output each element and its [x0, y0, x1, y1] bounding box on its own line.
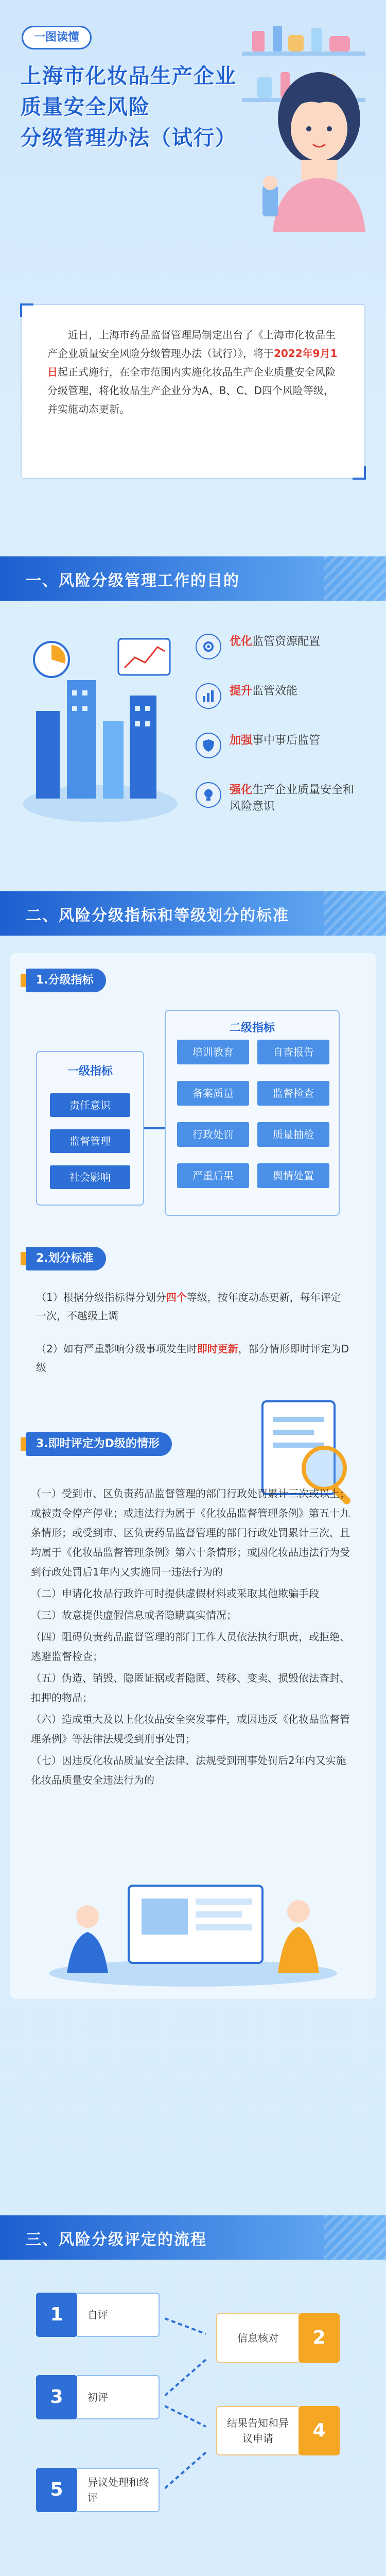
level-2-item: 舆情处置 [257, 1163, 329, 1188]
goal-text [230, 634, 363, 650]
hero-tag: 一图读懂 [22, 26, 92, 49]
section-2-banner [0, 891, 386, 936]
goal-item [196, 727, 365, 777]
connector-line [144, 1127, 165, 1129]
indicator-tag: 1.分级指标 [26, 969, 106, 992]
goal-text [230, 782, 363, 815]
corner-decoration [353, 466, 366, 480]
intro-paragraph [47, 326, 341, 418]
step-label: 初评 [77, 2375, 160, 2419]
title-line-1: 上海市化妆品生产企业 [21, 64, 237, 88]
goal-item [196, 777, 365, 826]
level-1-item: 责任意识 [50, 1093, 130, 1117]
flow-step [36, 2375, 185, 2419]
level-2-heading: 二级指标 [229, 1022, 275, 1035]
section-3-banner [0, 2215, 386, 2260]
level-d-item: （一）受到市、区负责药品监督管理的部门行政处罚累计三次或以上；或被责令停产停业；或违法行为属于《化妆品监督管理条例》第五十九条情形；或受到市、区负责药品监督管理的部门行政处罚累计三次，且均属于《化妆品监督管理条例》第六十条情形；或因化妆品违法行为受到行政处罚后1年内又实施同一违法行为的 [31, 1487, 350, 1578]
section-1-title: 一、风险分级管理工作的目的 [26, 572, 240, 590]
goal-item [196, 629, 365, 678]
goal-list [196, 629, 365, 826]
level-1-item: 社会影响 [50, 1165, 130, 1189]
level-1-indicators [36, 1051, 144, 1206]
level-d-item: （三）故意提供虚假信息或者隐瞒真实情况； [31, 1609, 237, 1621]
rule-2-b: ，部分情形即时评定为D级 [36, 1343, 349, 1374]
flow-step [36, 2293, 185, 2337]
goal-rest: 生产企业质量安全和风险意识 [230, 784, 355, 813]
intro-card [21, 304, 365, 479]
step-number: 4 [299, 2406, 340, 2455]
level-2-item: 严重后果 [177, 1163, 249, 1188]
goal-rest: 监管效能 [252, 685, 298, 698]
office-team-illustration [31, 1855, 355, 1989]
bulb-icon [196, 782, 221, 808]
process-flow [10, 2272, 376, 2561]
rule-2-text [36, 1340, 350, 1377]
intro-text-part2: 起正式施行，在全市范围内实施化妆品生产企业质量安全风险分级管理，将化妆品生产企业分为A、B、C、D四个风险等级，并实施动态更新。 [47, 366, 336, 415]
level-1-heading: 一级指标 [67, 1065, 113, 1078]
indicator-diagram [26, 1010, 350, 1221]
page-title [21, 61, 268, 154]
goal-emphasis: 加强 [230, 734, 253, 747]
rule-1-a: （1）根据分级指标得分划分 [36, 1291, 166, 1303]
gear-icon [196, 634, 221, 659]
rule-2-emphasis: 即时更新 [197, 1343, 238, 1355]
flow-arrows [165, 2303, 216, 2519]
level-d-item: （六）造成重大及以上化妆品安全突发事件，或因违反《化妆品监督管理条例》等法律法规受到刑事处罚； [31, 1713, 350, 1745]
goal-text [230, 683, 363, 700]
level-2-item: 自查报告 [257, 1040, 329, 1064]
hero-section [0, 0, 386, 289]
level-1-item: 监督管理 [50, 1129, 130, 1153]
step-label: 信息核对 [216, 2313, 299, 2363]
goal-item [196, 678, 365, 727]
section-1-banner [0, 556, 386, 601]
effective-date: 2022年9月1日 [47, 347, 338, 378]
flow-step [216, 2406, 340, 2455]
rule-1-text [36, 1288, 350, 1325]
goal-text [230, 733, 363, 749]
title-line-3: 分级管理办法（试行） [21, 126, 237, 150]
corner-decoration [20, 303, 33, 317]
girl-illustration [242, 57, 381, 237]
flow-step [216, 2313, 340, 2363]
title-line-2: 质量安全风险 [21, 95, 150, 119]
city-data-illustration [15, 623, 185, 829]
goal-emphasis: 优化 [230, 635, 253, 648]
goal-emphasis: 提升 [230, 685, 253, 698]
section-3-title: 三、风险分级评定的流程 [26, 2231, 207, 2249]
rule-1-emphasis: 四个 [166, 1291, 187, 1303]
step-number: 2 [299, 2313, 340, 2363]
step-label: 自评 [77, 2293, 160, 2337]
step-number: 5 [36, 2468, 77, 2512]
shield-icon [196, 733, 221, 758]
step-label: 结果告知和异议申请 [216, 2406, 299, 2455]
level-2-item: 质量抽检 [257, 1122, 329, 1147]
level-d-item: （四）阻碍负责药品监督管理的部门工作人员依法执行职责，或拒绝、逃避监督检查； [31, 1631, 350, 1663]
step-number: 3 [36, 2375, 77, 2419]
level-2-item: 行政处罚 [177, 1122, 249, 1147]
step-label: 异议处理和终评 [77, 2468, 160, 2512]
level-d-tag: 3.即时评定为D级的情形 [26, 1432, 172, 1456]
level-d-item: （二）申请化妆品行政许可时提供虚假材料或采取其他欺骗手段 [31, 1587, 319, 1600]
standard-tag: 2.划分标准 [26, 1247, 106, 1270]
goal-emphasis: 强化 [230, 784, 253, 796]
level-d-item: （五）伪造、销毁、隐匿证据或者隐匿、转移、变卖、损毁依法查封、扣押的物品； [31, 1672, 350, 1704]
level-d-list [31, 1484, 355, 1792]
step-number: 1 [36, 2293, 77, 2337]
level-2-indicators [165, 1010, 340, 1216]
level-d-item: （七）因违反化妆品质量安全法律、法规受到刑事处罚后2年内又实施化妆品质量安全违法行为的 [31, 1754, 346, 1786]
goal-rest: 事中事后监管 [252, 734, 321, 747]
intro-text-part1: 近日，上海市药品监督管理局制定出台了《上海市化妆品生产企业质量安全风险分级管理办法（试行）》，将于 [47, 329, 336, 360]
chart-icon [196, 683, 221, 709]
section-2-title: 二、风险分级指标和等级划分的标准 [26, 907, 289, 925]
flow-step [36, 2468, 185, 2512]
goal-rest: 监管资源配置 [252, 635, 321, 648]
rule-2-a: （2）如有严重影响分级事项发生时 [36, 1343, 197, 1355]
level-2-item: 培训教育 [177, 1040, 249, 1064]
level-2-item: 监督检查 [257, 1081, 329, 1106]
rule-1-b: 等级，按年度动态更新，每年评定一次，不越级上调 [36, 1291, 341, 1322]
level-2-item: 备案质量 [177, 1081, 249, 1106]
